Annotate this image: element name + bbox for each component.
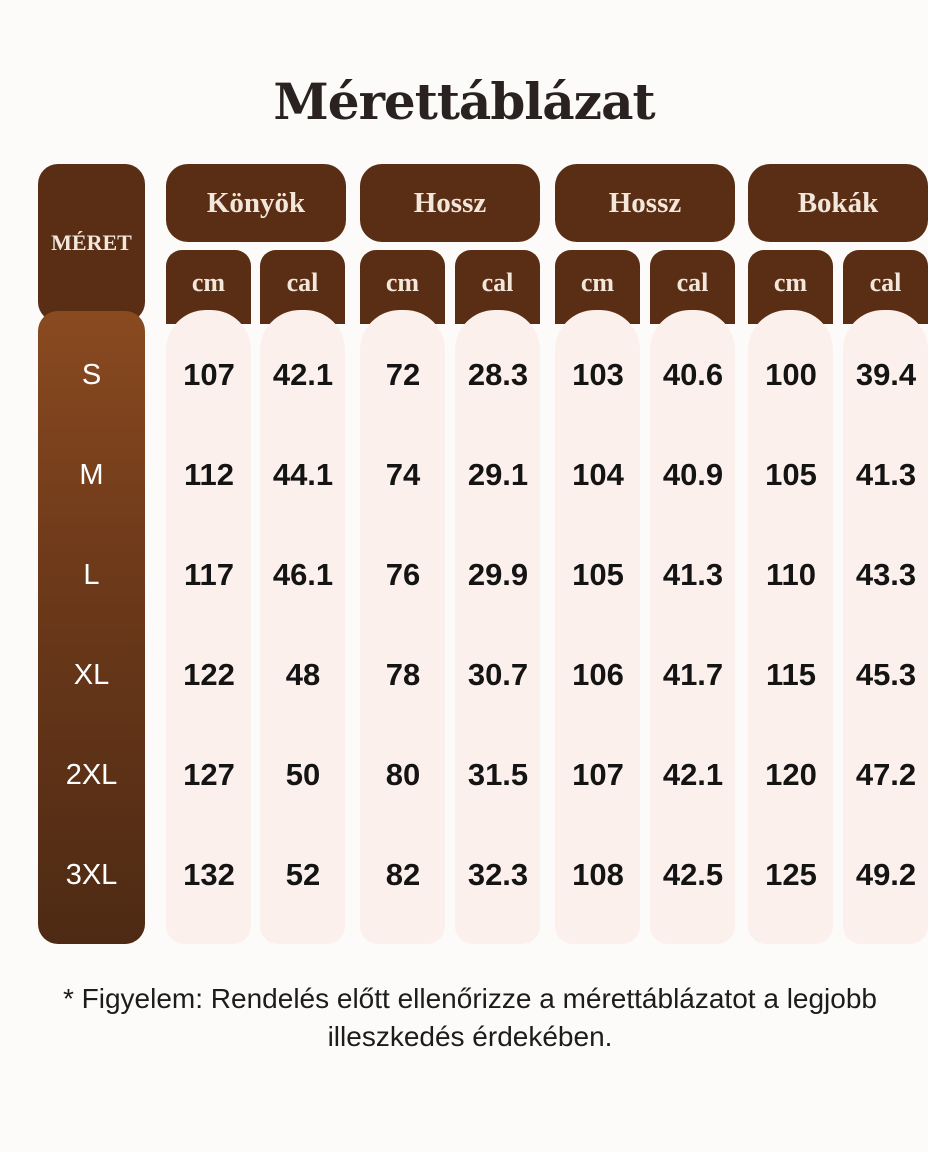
value-cell: 107 bbox=[572, 757, 624, 792]
value-cell: 72 bbox=[385, 357, 421, 392]
value-cell: 107 bbox=[183, 357, 235, 392]
size-label: XL bbox=[73, 658, 110, 691]
value-cell: 46.1 bbox=[272, 557, 334, 592]
fit-note: * Figyelem: Rendelés előtt ellenőrizze a mérettáblázatot a legjobb illeszkedés érdekében. bbox=[62, 983, 877, 1052]
group-header: Könyök bbox=[166, 164, 346, 242]
value-cell: 41.7 bbox=[662, 657, 724, 692]
value-cell: 132 bbox=[183, 857, 235, 892]
unit-header: cm bbox=[748, 250, 833, 324]
value-cell: 122 bbox=[183, 657, 235, 692]
value-cell: 41.3 bbox=[662, 557, 724, 592]
value-cell: 100 bbox=[765, 357, 817, 392]
unit-header: cal bbox=[650, 250, 735, 324]
group-header: Bokák bbox=[748, 164, 928, 242]
value-cell: 49.2 bbox=[855, 857, 917, 892]
value-cell: 48 bbox=[285, 657, 321, 692]
value-cell: 50 bbox=[285, 757, 321, 792]
value-cell: 125 bbox=[765, 857, 817, 892]
value-cell: 28.3 bbox=[467, 357, 529, 392]
value-cell: 52 bbox=[285, 857, 321, 892]
value-cell: 31.5 bbox=[467, 757, 529, 792]
size-label: S bbox=[81, 358, 102, 391]
value-cell: 40.9 bbox=[662, 457, 724, 492]
value-cell: 42.1 bbox=[272, 357, 334, 392]
unit-header: cal bbox=[843, 250, 928, 324]
unit-header: cm bbox=[555, 250, 640, 324]
value-cell: 41.3 bbox=[855, 457, 917, 492]
value-cell: 30.7 bbox=[467, 657, 529, 692]
value-cell: 127 bbox=[183, 757, 235, 792]
value-cell: 78 bbox=[385, 657, 421, 692]
value-cell: 120 bbox=[765, 757, 817, 792]
value-cell: 76 bbox=[385, 557, 421, 592]
size-label: M bbox=[79, 458, 104, 491]
page-title: Mérettáblázat bbox=[273, 72, 655, 131]
value-cell: 45.3 bbox=[855, 657, 917, 692]
value-cell: 103 bbox=[572, 357, 624, 392]
value-cell: 42.5 bbox=[662, 857, 724, 892]
value-cell: 29.9 bbox=[467, 557, 529, 592]
unit-header: cal bbox=[455, 250, 540, 324]
value-cell: 115 bbox=[765, 657, 816, 692]
value-cell: 110 bbox=[765, 557, 816, 592]
value-cell: 39.4 bbox=[855, 357, 917, 392]
value-cell: 82 bbox=[385, 857, 421, 892]
value-cell: 112 bbox=[183, 457, 234, 492]
value-cell: 106 bbox=[572, 657, 624, 692]
value-cell: 105 bbox=[572, 557, 624, 592]
value-cell: 43.3 bbox=[855, 557, 917, 592]
size-label: 2XL bbox=[65, 758, 118, 791]
value-cell: 74 bbox=[385, 457, 421, 492]
value-cell: 104 bbox=[572, 457, 624, 492]
value-cell: 108 bbox=[572, 857, 624, 892]
value-cell: 44.1 bbox=[272, 457, 334, 492]
value-cell: 40.6 bbox=[662, 357, 724, 392]
value-cell: 42.1 bbox=[662, 757, 724, 792]
size-label: 3XL bbox=[65, 858, 118, 891]
value-cell: 47.2 bbox=[855, 757, 917, 792]
group-header: Hossz bbox=[555, 164, 735, 242]
size-column-header: MÉRET bbox=[38, 164, 145, 322]
value-cell: 29.1 bbox=[467, 457, 529, 492]
unit-header: cm bbox=[166, 250, 251, 324]
value-cell: 80 bbox=[385, 757, 421, 792]
unit-header: cal bbox=[260, 250, 345, 324]
size-label: L bbox=[83, 558, 100, 591]
unit-header: cm bbox=[360, 250, 445, 324]
value-cell: 117 bbox=[183, 557, 234, 592]
value-cell: 105 bbox=[765, 457, 817, 492]
group-header: Hossz bbox=[360, 164, 540, 242]
value-cell: 32.3 bbox=[467, 857, 529, 892]
